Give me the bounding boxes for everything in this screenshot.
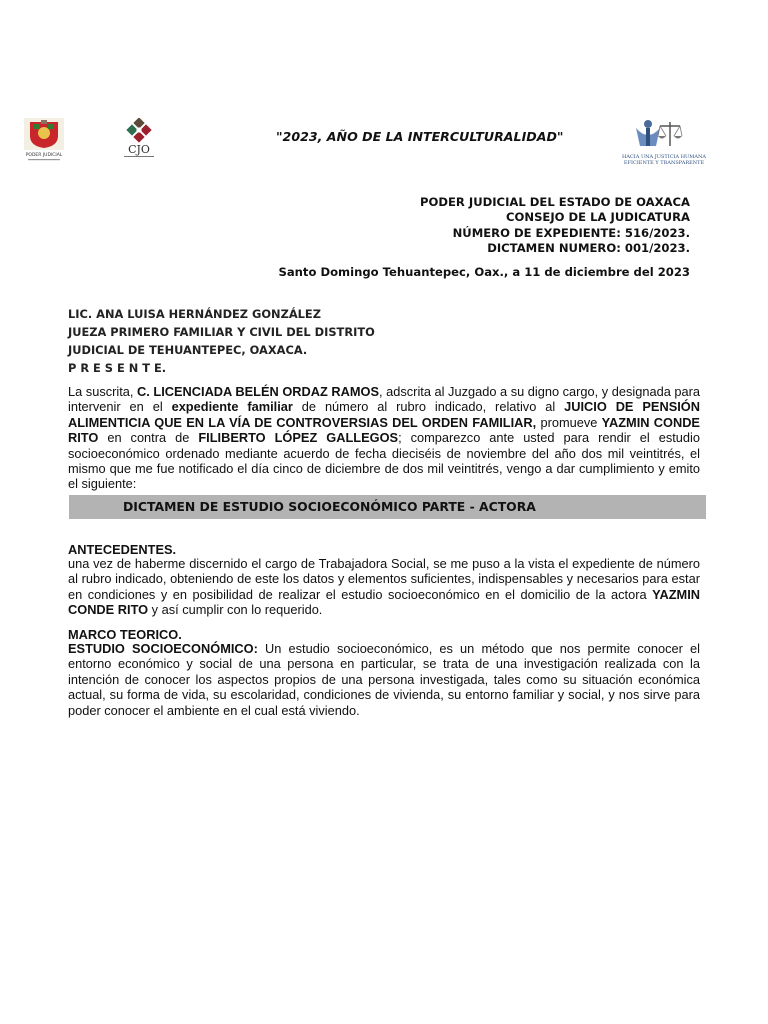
year-motto: "2023, AÑO DE LA INTERCULTURALIDAD" <box>276 129 564 144</box>
institution-header <box>420 195 690 257</box>
oaxaca-seal-caption: PODER JUDICIAL <box>25 153 63 158</box>
antecedentes-heading: ANTECEDENTES. <box>68 542 177 557</box>
cjo-logo <box>118 118 160 162</box>
addressee-district: JUDICIAL DE TEHUANTEPEC, OAXACA. <box>68 343 308 357</box>
defendant-name: FILIBERTO LÓPEZ GALLEGOS <box>198 430 399 446</box>
justice-scale-logo <box>618 116 710 166</box>
justice-logo-caption-2: EFICIENTE Y TRANSPARENTE <box>623 160 705 166</box>
file-type: expediente familiar <box>171 399 293 415</box>
place-date: Santo Domingo Tehuantepec, Oax., a 11 de diciembre del 2023 <box>278 265 690 279</box>
report-number: DICTAMEN NUMERO: 001/2023. <box>487 241 690 256</box>
marco-teorico-heading: MARCO TEORICO. <box>68 627 182 642</box>
addressee-name: LIC. ANA LUISA HERNÁNDEZ GONZÁLEZ <box>68 307 321 321</box>
section-banner <box>69 495 706 519</box>
addressee-presente: P R E S E N T E. <box>68 361 167 375</box>
addressee-block <box>68 305 375 377</box>
author-name: C. LICENCIADA BELÉN ORDAZ RAMOS <box>137 384 380 399</box>
marco-teorico-paragraph: ESTUDIO SOCIOECONÓMICO: Un estudio socioeconómico, es un método que nos permite conocer el entorno económico y social de una persona en particular, se trata de una investigación realizada con la intención de conocer los aspectos propios de una persona investigada, tales como su situación económica actual, su forma de vida, su escolaridad, condiciones de vivienda, su entorno familiar y social, y nos sirve para poder conocer el ambiente en el cual está viviendo. <box>68 641 700 718</box>
plaintiff-name: YAZMIN CONDE RITO <box>68 586 700 618</box>
definition-term: ESTUDIO SOCIOECONÓMICO: <box>68 641 258 656</box>
justice-logo-caption-1: HACIA UNA JUSTICIA HUMANA <box>621 154 707 160</box>
institution-line: CONSEJO DE LA JUDICATURA <box>506 210 690 225</box>
institution-line: PODER JUDICIAL DEL ESTADO DE OAXACA <box>420 195 690 209</box>
case-title: JUICIO DE PENSIÓN ALIMENTICIA QUE EN LA VÍA DE CONTROVERSIAS DEL ORDEN FAMILIAR, <box>68 399 700 430</box>
file-number: NÚMERO DE EXPEDIENTE: 516/2023. <box>452 225 690 240</box>
section-banner-title: DICTAMEN DE ESTUDIO SOCIOECONÓMICO PARTE - ACTORA <box>123 499 536 514</box>
cjo-logo-text: CJO <box>128 143 150 156</box>
antecedentes-paragraph: una vez de haberme discernido el cargo de Trabajadora Social, se me puso a la vista el expediente de número al rubro indicado, obteniendo de este los datos y elementos suficientes, indispensables y necesarios para estar en condiciones y en posibilidad de realizar el estudio socioeconómico en el domicilio de la actora YAZMIN CONDE RITO y así cumplir con lo requerido. <box>68 556 700 618</box>
intro-paragraph: La suscrita, C. LICENCIADA BELÉN ORDAZ RAMOS, adscrita al Juzgado a su digno cargo, y designada para intervenir en el expediente familiar de número al rubro indicado, relativo al JUICIO DE PENSIÓN ALIMENTICIA QUE EN LA VÍA DE CONTROVERSIAS DEL ORDEN FAMILIAR, promueve YAZMIN CONDE RITO en contra de FILIBERTO LÓPEZ GALLEGOS; comparezco ante usted para rendir el estudio socioeconómico ordenado mediante acuerdo de fecha dieciséis de noviembre del año dos mil veintitrés, el mismo que me fue notificado el día cinco de diciembre de dos mil veintitrés, vengo a dar cumplimiento y emito el siguiente: <box>68 384 700 492</box>
plaintiff-name: YAZMIN CONDE RITO <box>68 414 700 446</box>
addressee-title: JUEZA PRIMERO FAMILIAR Y CIVIL DEL DISTRITO <box>68 325 375 339</box>
oaxaca-seal-logo <box>22 118 66 162</box>
